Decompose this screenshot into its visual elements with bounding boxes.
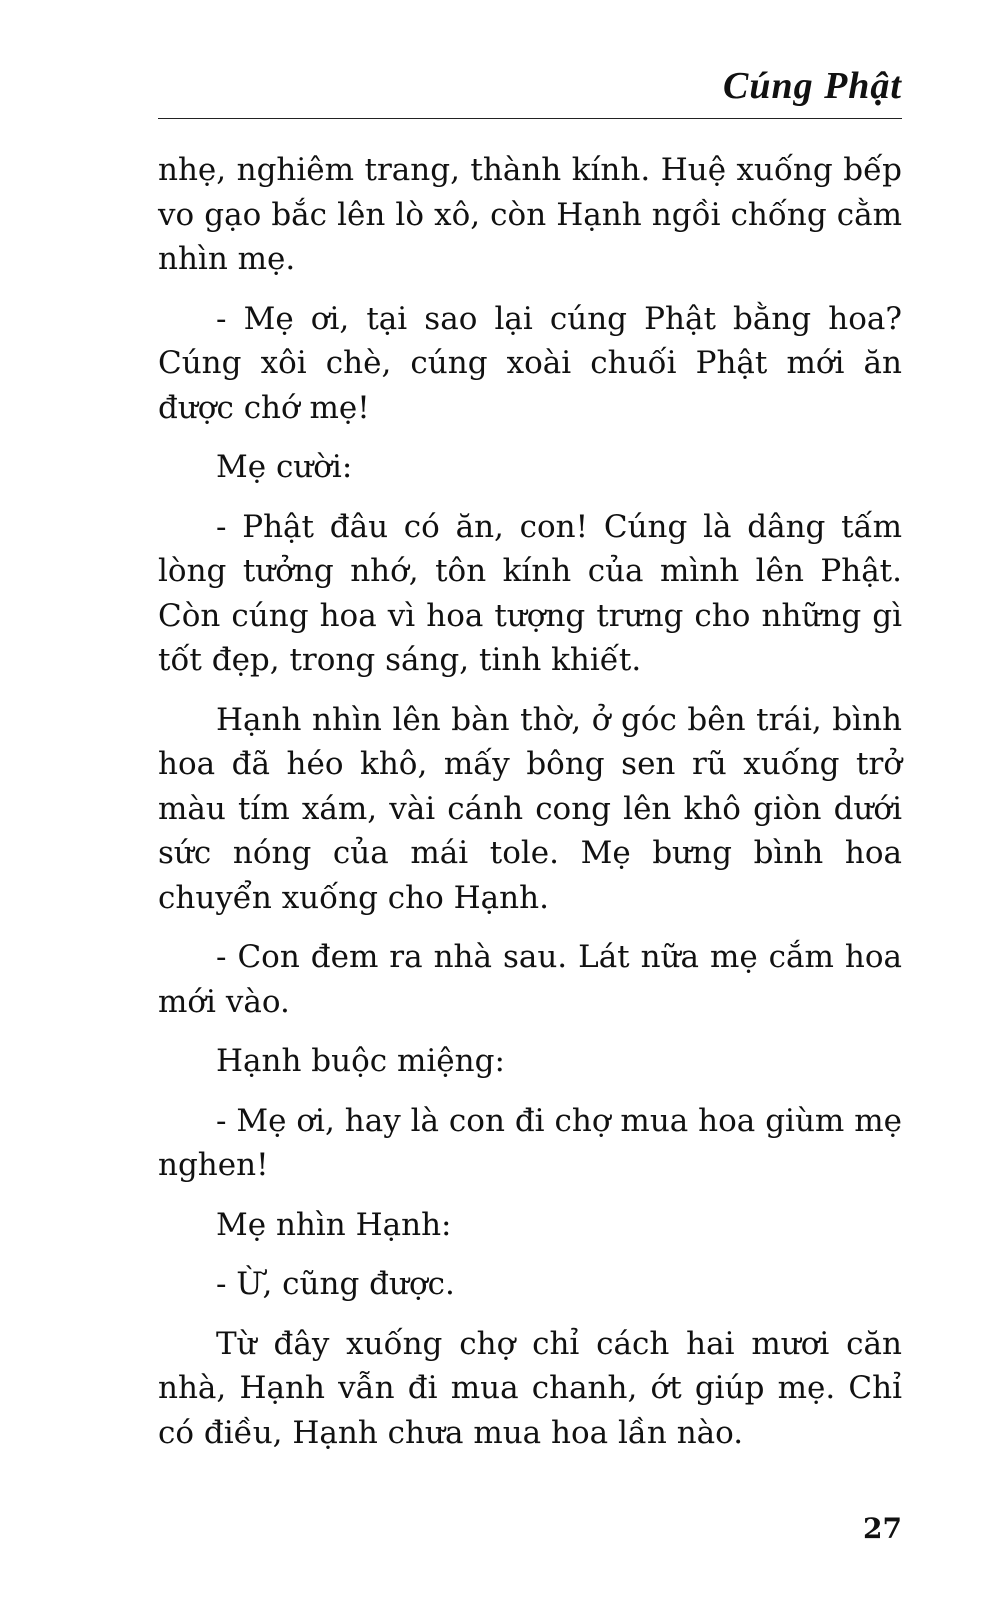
header-rule: [158, 118, 902, 119]
paragraph: Từ đây xuống chợ chỉ cách hai mươi căn nhà, Hạnh vẫn đi mua chanh, ớt giúp mẹ. Chỉ có điều, Hạnh chưa mua hoa lần nào.: [158, 1325, 902, 1451]
paragraph: Hạnh nhìn lên bàn thờ, ở góc bên trái, bình hoa đã héo khô, mấy bông sen rũ xuống trở màu tím xám, vài cánh cong lên khô giòn dưới sức nóng của mái tole. Mẹ bưng bình hoa chuyển xuống cho Hạnh.: [158, 701, 902, 916]
paragraph: - Mẹ ơi, tại sao lại cúng Phật bằng hoa? Cúng xôi chè, cúng xoài chuối Phật mới ăn được chớ mẹ!: [158, 300, 902, 426]
paragraph: Hạnh buộc miệng:: [216, 1043, 505, 1079]
paragraph: Mẹ cười:: [216, 449, 353, 485]
paragraph: - Phật đâu có ăn, con! Cúng là dâng tấm lòng tưởng nhớ, tôn kính của mình lên Phật. Còn cúng hoa vì hoa tượng trưng cho những gì tốt đẹp, trong sáng, tinh khiết.: [158, 508, 902, 678]
paragraph: Mẹ nhìn Hạnh:: [216, 1206, 452, 1243]
paragraph: nhẹ, nghiêm trang, thành kính. Huệ xuống bếp vo gạo bắc lên lò xô, còn Hạnh ngồi chống cằm nhìn mẹ.: [158, 152, 902, 277]
paragraph: - Mẹ ơi, hay là con đi chợ mua hoa giùm mẹ nghen!: [158, 1102, 902, 1183]
paragraph: - Con đem ra nhà sau. Lát nữa mẹ cắm hoa mới vào.: [158, 939, 902, 1020]
paragraph: - Ừ, cũng được.: [216, 1266, 455, 1302]
page-number: 27: [863, 1512, 902, 1545]
running-title: Cúng Phật: [722, 65, 902, 107]
body-text: [158, 148, 902, 1470]
